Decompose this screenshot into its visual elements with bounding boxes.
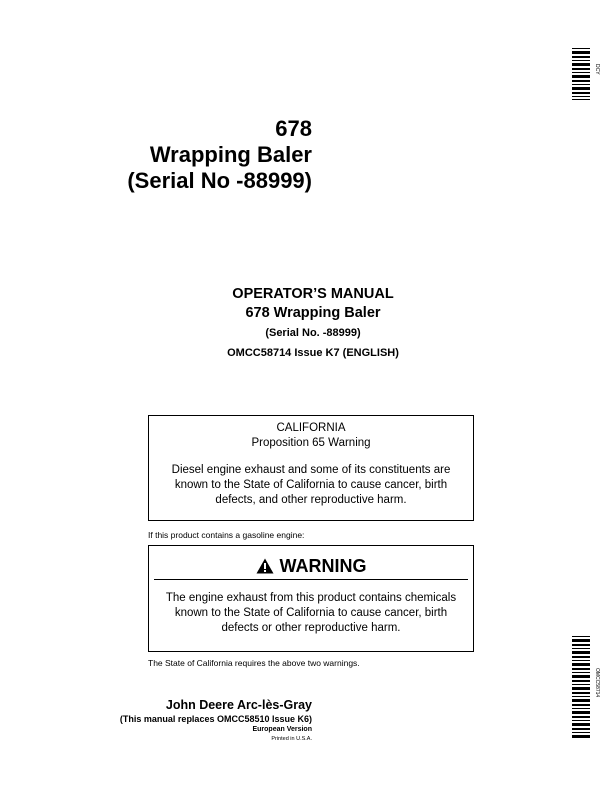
barcode-bar <box>572 92 590 94</box>
manual-model-line: 678 Wrapping Baler <box>245 305 381 321</box>
publisher-name: John Deere Arc-lès-Gray <box>165 698 312 712</box>
barcode-bar <box>572 728 590 730</box>
barcode-bar <box>572 723 590 726</box>
barcode-bar <box>572 75 590 78</box>
warning-body-line: The engine exhaust from this product contains chemicals <box>165 592 457 604</box>
barcode-bar <box>572 680 590 682</box>
barcode-bar <box>572 672 590 673</box>
top-barcode-label: DCY <box>594 64 600 75</box>
replaces-note: (This manual replaces OMCC58510 Issue K6) <box>119 714 312 724</box>
california-body-line: defects, and other reproductive harm. <box>215 494 407 506</box>
barcode-bar <box>572 656 590 658</box>
warning-heading: WARNING <box>279 555 367 576</box>
california-heading: CALIFORNIA <box>276 422 346 434</box>
title-model: 678 <box>275 116 312 141</box>
barcode-bar <box>572 644 590 646</box>
manual-heading: OPERATOR’S MANUAL <box>232 286 394 302</box>
state-requirement-note: The State of California requires the above two warnings. <box>148 658 360 668</box>
barcode-bar <box>572 668 590 670</box>
california-warning-box <box>148 415 474 521</box>
barcode-bar <box>572 51 590 54</box>
top-barcode <box>572 48 590 100</box>
barcode-bar <box>572 720 590 721</box>
barcode-bar <box>572 72 590 73</box>
barcode-bar <box>572 648 590 649</box>
barcode-bar <box>572 704 590 706</box>
california-body-line: Diesel engine exhaust and some of its constituents are <box>171 464 451 476</box>
barcode-bar <box>572 708 590 709</box>
california-body-line: known to the State of California to cause cancer, birth <box>174 479 448 491</box>
barcode-bar <box>572 68 590 70</box>
barcode-bar <box>572 735 590 738</box>
barcode-bar <box>572 716 590 718</box>
title-name: Wrapping Baler <box>149 142 312 167</box>
barcode-bar <box>572 660 590 661</box>
barcode-bar <box>572 663 590 666</box>
gasoline-note: If this product contains a gasoline engine: <box>148 530 305 540</box>
manual-info <box>200 285 426 362</box>
version-label: European Version <box>252 726 312 733</box>
warning-triangle-icon <box>256 558 274 574</box>
barcode-bar <box>572 696 590 697</box>
barcode-bar <box>572 80 590 82</box>
engine-exhaust-warning-box <box>148 545 474 652</box>
bottom-barcode <box>572 636 590 738</box>
publisher-info <box>40 697 312 743</box>
barcode-bar <box>572 87 590 90</box>
barcode-bar <box>572 711 590 714</box>
warning-body-line: known to the State of California to cause cancer, birth <box>174 607 448 619</box>
barcode-bar <box>572 699 590 702</box>
barcode-bar <box>572 60 590 61</box>
barcode-bar <box>572 48 590 49</box>
document-title <box>60 116 312 194</box>
barcode-bar <box>572 639 590 642</box>
barcode-bar <box>572 732 590 733</box>
warning-header <box>154 553 468 580</box>
manual-issue-line: OMCC58714 Issue K7 (ENGLISH) <box>227 347 399 359</box>
barcode-bar <box>572 651 590 654</box>
barcode-bar <box>572 96 590 97</box>
title-serial: (Serial No -88999) <box>127 168 312 193</box>
bottom-barcode-label: OMCC58714 <box>594 668 600 698</box>
printed-in-label: Printed in U.S.A. <box>271 736 312 742</box>
barcode-bar <box>572 687 590 690</box>
barcode-bar <box>572 84 590 85</box>
barcode-bar <box>572 684 590 685</box>
warning-body <box>149 591 473 636</box>
barcode-bar <box>572 675 590 678</box>
barcode-bar <box>572 56 590 58</box>
barcode-bar <box>572 692 590 694</box>
manual-serial-line: (Serial No. -88999) <box>265 327 361 339</box>
barcode-bar <box>572 636 590 637</box>
barcode-bar <box>572 63 590 66</box>
barcode-bar <box>572 99 590 100</box>
warning-body-line: defects or other reproductive harm. <box>221 622 401 634</box>
proposition-65-label: Proposition 65 Warning <box>251 437 371 449</box>
